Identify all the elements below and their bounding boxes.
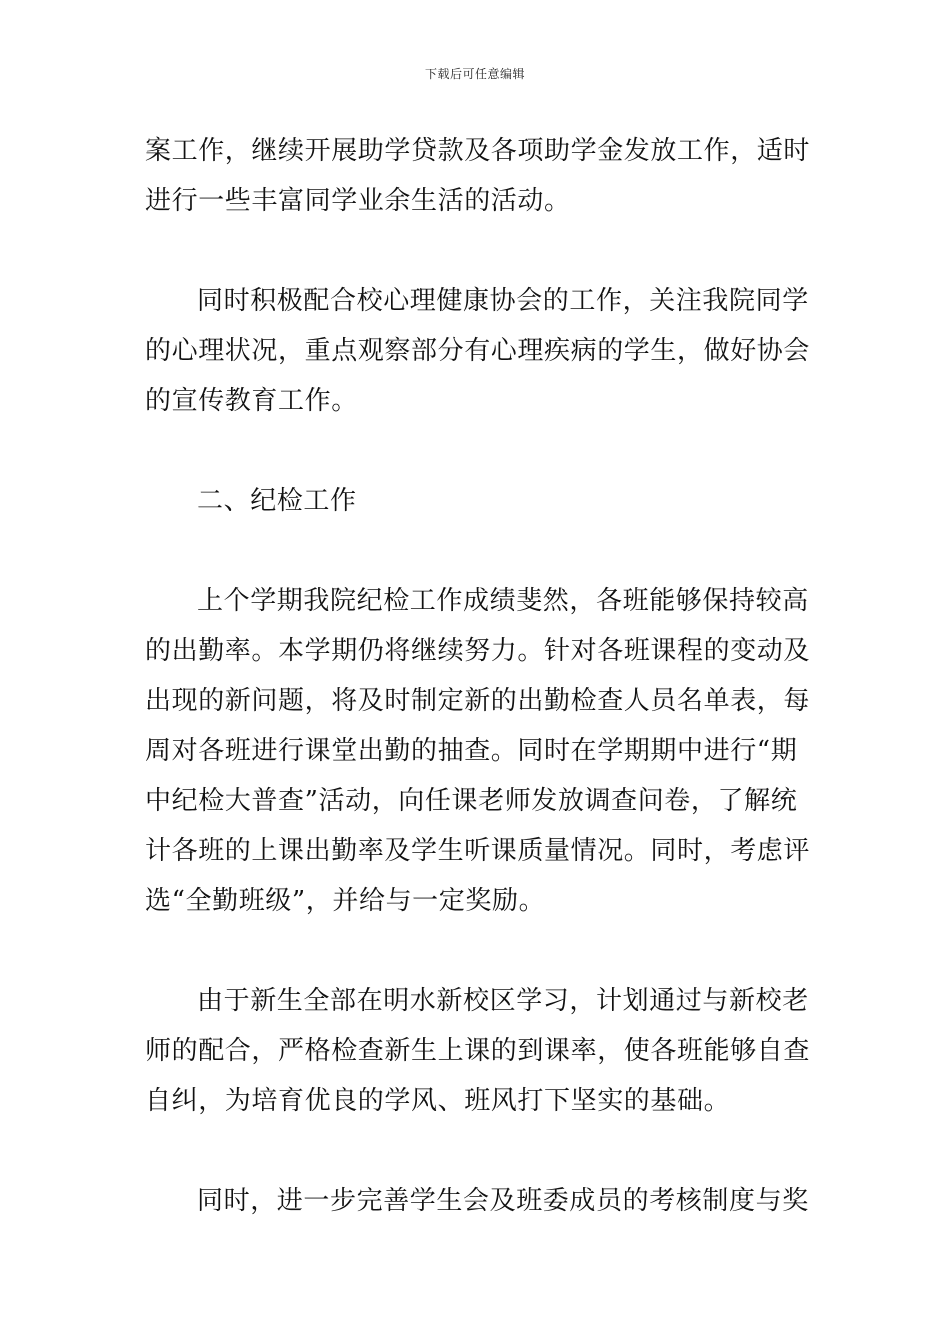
text-line: 的出勤率。本学期仍将继续努力。针对各班课程的变动及 xyxy=(145,636,811,666)
text-line: 周对各班进行课堂出勤的抽查。同时在学期期中进行“期 xyxy=(145,736,798,766)
paragraph xyxy=(145,976,811,1126)
text-line: 选“全勤班级”，并给与一定奖励。 xyxy=(145,886,546,916)
text-line: 的宣传教育工作。 xyxy=(145,386,358,416)
paragraph xyxy=(145,276,811,426)
text-line: 自纠，为培育优良的学风、班风打下坚实的基础。 xyxy=(145,1086,731,1116)
paragraph xyxy=(145,576,811,926)
text-line: 进行一些丰富同学业余生活的活动。 xyxy=(145,186,571,216)
paragraph xyxy=(145,1176,807,1226)
text-line: 中纪检大普查”活动，向任课老师发放调查问卷，了解统 xyxy=(145,786,798,816)
text-line: 上个学期我院纪检工作成绩斐然，各班能够保持较高 xyxy=(197,586,809,616)
document-body xyxy=(145,126,811,1226)
text-line: 的心理状况，重点观察部分有心理疾病的学生，做好协会 xyxy=(145,336,811,366)
text-line: 由于新生全部在明水新校区学习，计划通过与新校老 xyxy=(197,986,809,1016)
text-line: 师的配合，严格检查新生上课的到课率，使各班能够自查 xyxy=(145,1036,811,1066)
section-heading-text: 二、纪检工作 xyxy=(197,486,357,516)
text-line: 出现的新问题，将及时制定新的出勤检查人员名单表，每 xyxy=(145,686,811,716)
page-header: 下载后可任意编辑 xyxy=(424,67,525,81)
text-line: 同时，进一步完善学生会及班委成员的考核制度与奖 xyxy=(197,1186,809,1216)
section-heading xyxy=(145,476,807,526)
text-line: 同时积极配合校心理健康协会的工作，关注我院同学 xyxy=(197,286,809,316)
text-line: 计各班的上课出勤率及学生听课质量情况。同时，考虑评 xyxy=(145,836,811,866)
paragraph xyxy=(145,126,811,226)
text-line: 案工作，继续开展助学贷款及各项助学金发放工作，适时 xyxy=(145,136,811,166)
